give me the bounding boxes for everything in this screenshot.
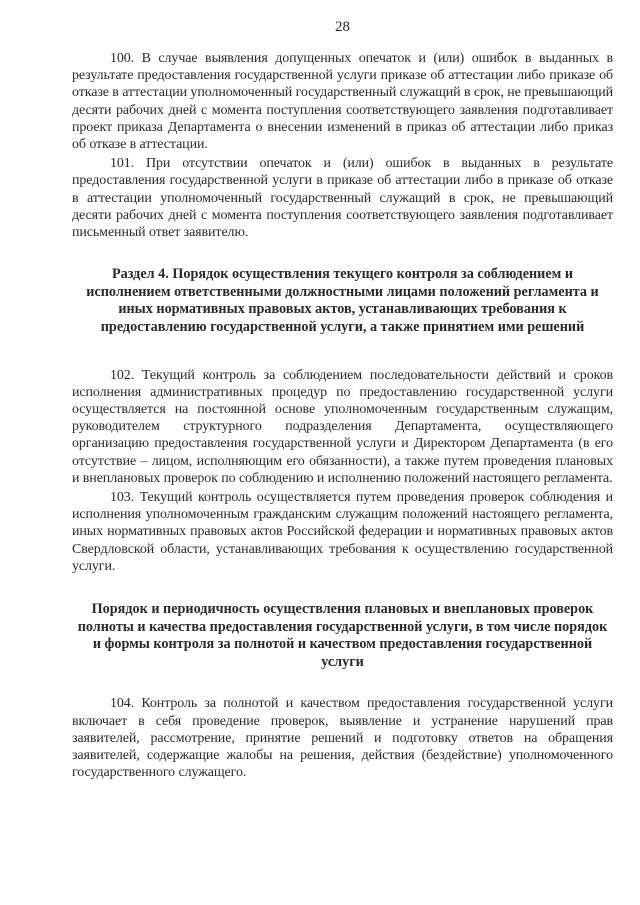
paragraph-100: 100. В случае выявления допущенных опечаток и (или) ошибок в выданных в результате предоставления государственной услуги приказе об аттестации либо приказе об отказе в аттестации уполномоченный государственный служащий в срок, не превышающий десяти рабочих дней с момента поступления соответствующего заявления подготавливает проект приказа Департамента о внесении изменений в приказ об аттестации либо приказ об отказе в аттестации. — [72, 51, 614, 153]
page-number: 28 — [335, 19, 350, 35]
paragraph-104: 104. Контроль за полнотой и качеством предоставления государственной услуги включает в себя проведение проверок, выявление и устранение нарушений прав заявителей, рассмотрение, принятие решений и подготовку ответов на обращения заявителей, содержащие жалобы на решения, действия (бездействие) уполномоченного государственного служащего. — [72, 696, 613, 781]
paragraph-103: 103. Текущий контроль осуществляется путем проведения проверок соблюдения и исполнения уполномоченным гражданским служащим положений настоящего регламента, иных нормативных правовых актов Российской федерации и нормативных правовых актов Свердловской области, устанавливающих требования к осуществлению государственной услуги. — [72, 490, 613, 574]
inspection-heading: Порядок и периодичность осуществления плановых и внеплановых проверок полноты и качества предоставления государственной услуги, в том числе порядок и формы контроля за полнотой и качеством предоставления государственной услуги — [77, 601, 608, 670]
paragraph-102: 102. Текущий контроль за соблюдением последовательности действий и сроков исполнения административных процедур по предоставлению государственной услуги осуществляется на постоянной основе уполномоченным государственным служащим, руководителем структурного подразделения Департамента, осуществляющего организацию предоставления государственной услуги и Директором Департамента (в его отсутствие – лицом, исполняющим его обязанности), а также путем проведения плановых и внеплановых проверок по соблюдению и исполнению положений настоящего регламента. — [72, 367, 613, 486]
paragraph-101: 101. При отсутствии опечаток и (или) ошибок в выданных в результате предоставления государственной услуги в приказе об аттестации либо в приказе об отказе в аттестации уполномоченный государственный служащий в срок, не превышающий десяти рабочих дней с момента поступления соответствующего заявления подготавливает письменный ответ заявителю. — [72, 156, 613, 241]
section-4-heading: Раздел 4. Порядок осуществления текущего контроля за соблюдением и исполнением ответственными должностными лицами положений регламента и иных нормативных правовых актов, устанавливающих требования к предоставлению государственной услуги, а также принятием ими решений — [86, 266, 599, 336]
